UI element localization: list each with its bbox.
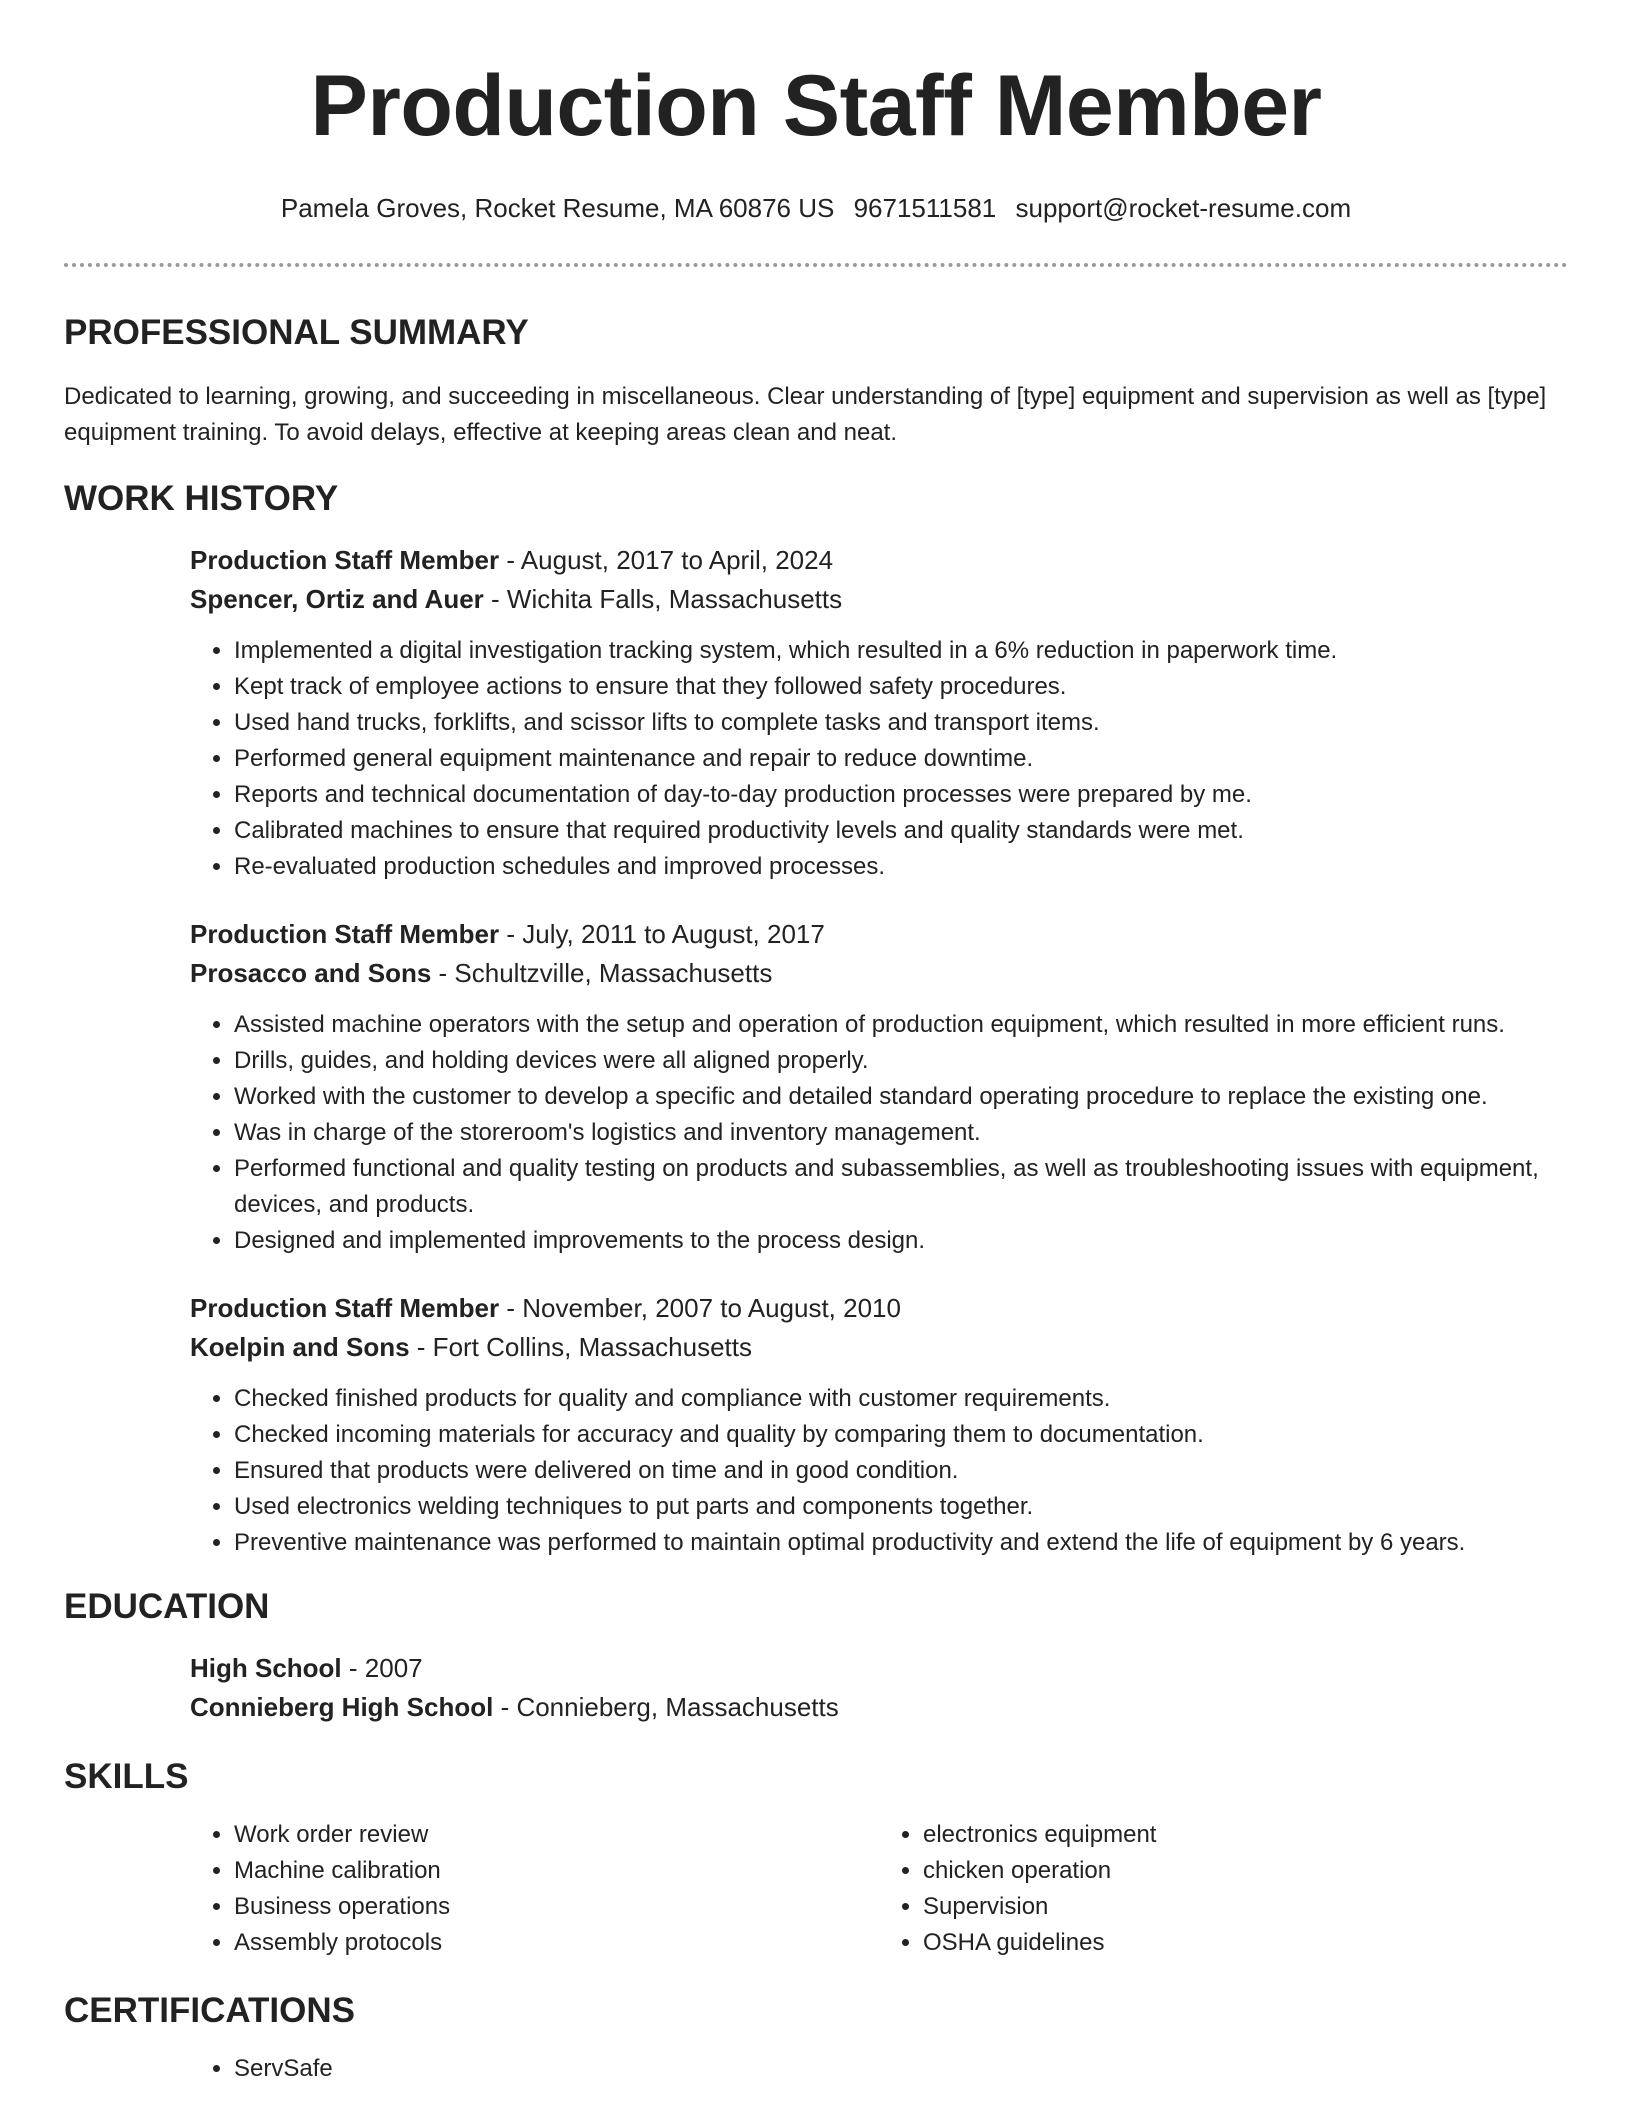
- job-bullet: • Assisted machine operators with the setup and operation of production equipment, which resulted in more efficient runs.: [234, 1007, 1568, 1043]
- job-dates: - November, 2007 to August, 2010: [499, 1293, 901, 1323]
- job-company-line: [190, 954, 1568, 993]
- job-bullet: • Worked with the customer to develop a specific and detailed standard operating procedure to replace the existing one.: [234, 1079, 1568, 1115]
- skill-item: • OSHA guidelines: [923, 1925, 1568, 1961]
- contact-address: Pamela Groves, Rocket Resume, MA 60876 US: [280, 193, 835, 223]
- skill-item: • electronics equipment: [923, 1817, 1568, 1853]
- education-section: [64, 1585, 1568, 1727]
- job-location: - Fort Collins, Massachusetts: [409, 1332, 753, 1362]
- job-bullet: • Performed functional and quality testing on products and subassemblies, as well as troubleshooting issues with equipment, devices, and products.: [234, 1151, 1568, 1223]
- job-bullet: • Checked finished products for quality and compliance with customer requirements.: [234, 1381, 1568, 1417]
- skill-item: • Work order review: [234, 1817, 879, 1853]
- job-bullet: • Implemented a digital investigation tracking system, which resulted in a 6% reduction in paperwork time.: [234, 633, 1568, 669]
- job-bullet: • Preventive maintenance was performed to maintain optimal productivity and extend the life of equipment by 6 years.: [234, 1525, 1568, 1561]
- education-heading: EDUCATION: [64, 1587, 270, 1626]
- certifications-list-wrap: [190, 2051, 1568, 2087]
- job-bullet: • Designed and implemented improvements to the process design.: [234, 1223, 1568, 1259]
- job-bullet: • Performed general equipment maintenance and repair to reduce downtime.: [234, 741, 1568, 777]
- certifications-section: [64, 1989, 1568, 2087]
- job-bullet: • Used electronics welding techniques to put parts and components together.: [234, 1489, 1568, 1525]
- job-bullet: • Drills, guides, and holding devices were all aligned properly.: [234, 1043, 1568, 1079]
- certifications-list: [190, 2051, 1568, 2087]
- job-title: Production Staff Member: [190, 545, 500, 575]
- job-entry: [190, 915, 1568, 1259]
- job-company-line: [190, 580, 1568, 619]
- job-location: - Schultzville, Massachusetts: [431, 958, 773, 988]
- job-bullet: • Used hand trucks, forklifts, and scissor lifts to complete tasks and transport items.: [234, 705, 1568, 741]
- job-company: Spencer, Ortiz and Auer: [190, 584, 484, 614]
- job-entry: [190, 541, 1568, 885]
- job-bullet: • Re-evaluated production schedules and improved processes.: [234, 849, 1568, 885]
- job-title: Production Staff Member: [190, 919, 500, 949]
- work-history-heading: WORK HISTORY: [64, 479, 339, 518]
- skill-item: • Machine calibration: [234, 1853, 879, 1889]
- job-bullet: • Ensured that products were delivered on time and in good condition.: [234, 1453, 1568, 1489]
- job-title-line: [190, 1289, 1568, 1328]
- education-degree-line: [190, 1649, 1568, 1688]
- job-bullet: • Calibrated machines to ensure that required productivity levels and quality standards were met.: [234, 813, 1568, 849]
- skills-list-left: [190, 1817, 879, 1961]
- job-bullets: [190, 633, 1568, 885]
- job-entry: [190, 1289, 1568, 1561]
- education-year: - 2007: [341, 1653, 423, 1683]
- summary-section: [64, 311, 1568, 451]
- job-bullets: [190, 1007, 1568, 1259]
- job-company: Koelpin and Sons: [190, 1332, 410, 1362]
- contact-email: support@rocket-resume.com: [1015, 193, 1352, 223]
- skills-section: [64, 1755, 1568, 1961]
- certifications-heading: CERTIFICATIONS: [64, 1991, 356, 2030]
- education-entry: [190, 1649, 1568, 1727]
- skill-item: • Business operations: [234, 1889, 879, 1925]
- contact-info: [0, 191, 1632, 225]
- skills-heading: SKILLS: [64, 1757, 189, 1796]
- education-school: Connieberg High School: [190, 1692, 494, 1722]
- job-dates: - July, 2011 to August, 2017: [499, 919, 825, 949]
- skill-item: • Assembly protocols: [234, 1925, 879, 1961]
- job-title-line: [190, 915, 1568, 954]
- work-history-section: [64, 477, 1568, 1561]
- education-degree: High School: [190, 1653, 342, 1683]
- job-company-line: [190, 1328, 1568, 1367]
- skills-list-right: [879, 1817, 1568, 1961]
- header-divider: [64, 263, 1568, 267]
- job-title-line: [190, 541, 1568, 580]
- job-title: Production Staff Member: [190, 1293, 500, 1323]
- job-dates: - August, 2017 to April, 2024: [499, 545, 834, 575]
- summary-text: Dedicated to learning, growing, and succeeding in miscellaneous. Clear understanding of [type] equipment and supervision as well as [type] equipment training. To avoid delays, effective at keeping areas clean and neat.: [64, 383, 1547, 446]
- job-location: - Wichita Falls, Massachusetts: [483, 584, 843, 614]
- job-company: Prosacco and Sons: [190, 958, 432, 988]
- contact-phone: 9671511581: [853, 193, 997, 223]
- resume-title: Production Staff Member: [310, 58, 1322, 154]
- job-bullets: [190, 1381, 1568, 1561]
- certification-item: • ServSafe: [234, 2051, 1568, 2087]
- skills-grid: [190, 1817, 1568, 1961]
- skill-item: • Supervision: [923, 1889, 1568, 1925]
- skill-item: • chicken operation: [923, 1853, 1568, 1889]
- job-bullet: • Kept track of employee actions to ensure that they followed safety procedures.: [234, 669, 1568, 705]
- job-bullet: • Checked incoming materials for accuracy and quality by comparing them to documentation.: [234, 1417, 1568, 1453]
- job-bullet: • Was in charge of the storeroom's logistics and inventory management.: [234, 1115, 1568, 1151]
- education-location: - Connieberg, Massachusetts: [493, 1692, 839, 1722]
- education-school-line: [190, 1688, 1568, 1727]
- summary-heading: PROFESSIONAL SUMMARY: [64, 313, 529, 352]
- job-bullet: • Reports and technical documentation of day-to-day production processes were prepared by me.: [234, 777, 1568, 813]
